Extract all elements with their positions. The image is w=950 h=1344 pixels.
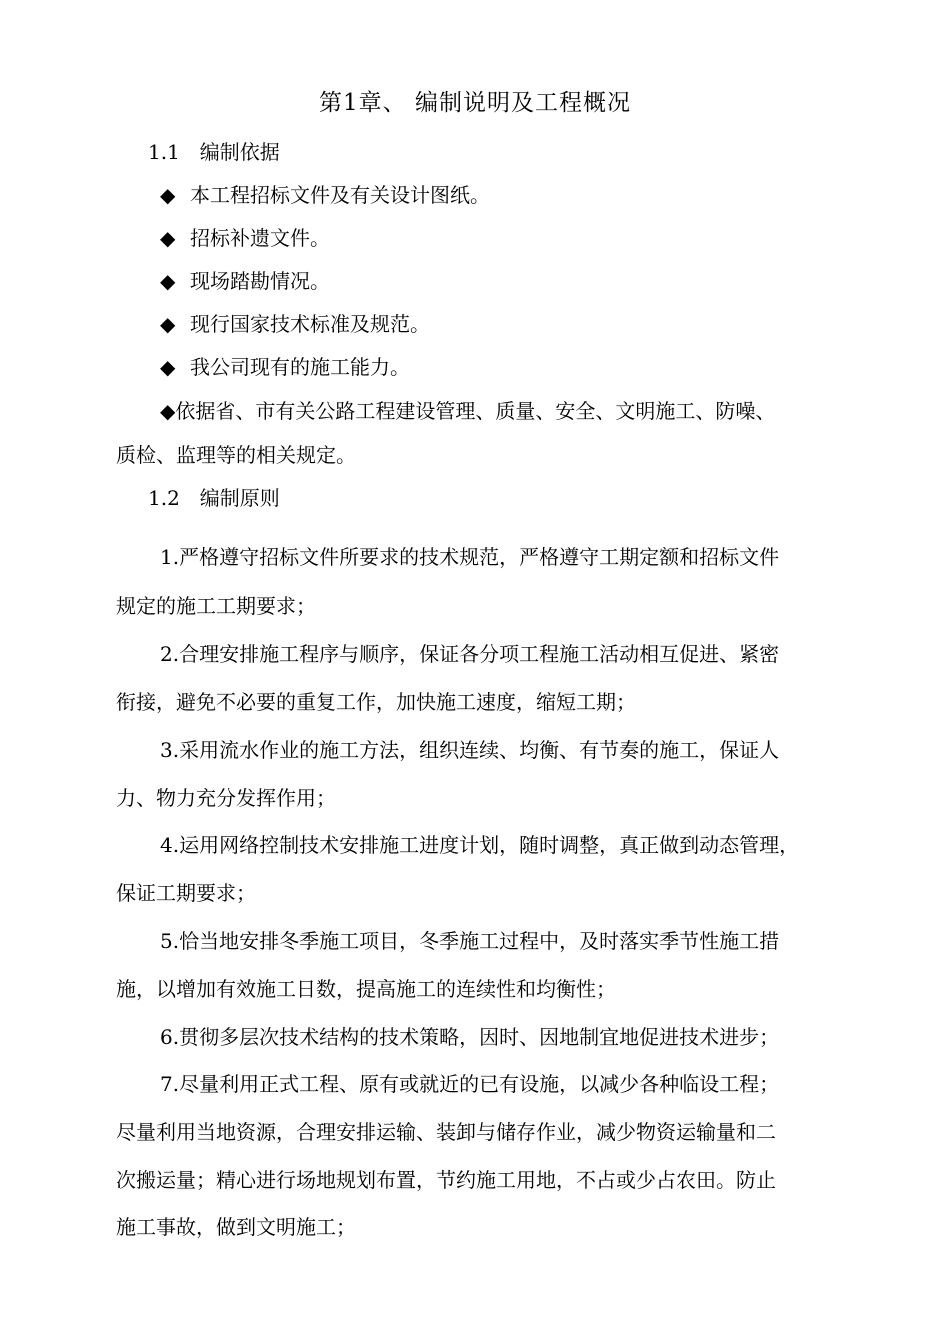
bullet-item bbox=[160, 352, 410, 382]
bullet-item bbox=[160, 223, 330, 253]
principle-line: 4.运用网络控制技术安排施工进度计划，随时调整，真正做到动态管理， bbox=[160, 833, 800, 857]
diamond-bullet-icon: ◆ bbox=[160, 269, 176, 293]
bullet-text: 现场踏勘情况。 bbox=[190, 269, 330, 293]
diamond-bullet-icon: ◆ bbox=[160, 183, 176, 207]
diamond-bullet-icon: ◆ bbox=[160, 355, 176, 379]
principle-line: 2.合理安排施工程序与顺序，保证各分项工程施工活动相互促进、紧密 bbox=[160, 642, 780, 666]
chapter-title: 第1章、 编制说明及工程概况 bbox=[319, 90, 631, 116]
principle-line: 力、物力充分发挥作用； bbox=[116, 786, 336, 810]
bullet-text: 本工程招标文件及有关设计图纸。 bbox=[190, 183, 490, 207]
principle-line: 5.恰当地安排冬季施工项目，冬季施工过程中，及时落实季节性施工措 bbox=[160, 929, 780, 953]
principle-line: 6.贯彻多层次技术结构的技术策略，因时、因地制宜地促进技术进步； bbox=[160, 1025, 780, 1049]
bullet-text: 招标补遗文件。 bbox=[190, 226, 330, 250]
bullet-item bbox=[160, 266, 330, 296]
principle-line: 保证工期要求； bbox=[116, 881, 256, 905]
principle-line: 次搬运量；精心进行场地规划布置，节约施工用地，不占或少占农田。防止 bbox=[116, 1168, 776, 1192]
principle-line: 施，以增加有效施工日数，提高施工的连续性和均衡性； bbox=[116, 977, 616, 1001]
diamond-bullet-icon: ◆ bbox=[160, 312, 176, 336]
principle-line: 尽量利用当地资源，合理安排运输、装卸与储存作业，减少物资运输量和二 bbox=[116, 1120, 776, 1144]
principle-line: 3.采用流水作业的施工方法，组织连续、均衡、有节奏的施工，保证人 bbox=[160, 738, 780, 762]
section-heading-1-1: 1.1 编制依据 bbox=[148, 140, 280, 164]
principle-line: 7.尽量利用正式工程、原有或就近的已有设施，以减少各种临设工程； bbox=[160, 1072, 780, 1096]
bullet-text: 现行国家技术标准及规范。 bbox=[190, 312, 430, 336]
principle-line: 规定的施工工期要求； bbox=[116, 594, 316, 618]
principle-line: 1.严格遵守招标文件所要求的技术规范，严格遵守工期定额和招标文件 bbox=[160, 545, 780, 569]
bullet-text: 我公司现有的施工能力。 bbox=[190, 355, 410, 379]
bullet-paragraph-line: ◆依据省、市有关公路工程建设管理、质量、安全、文明施工、防噪、 bbox=[160, 399, 776, 423]
principle-line: 衔接，避免不必要的重复工作，加快施工速度，缩短工期； bbox=[116, 690, 636, 714]
bullet-paragraph-line: 质检、监理等的相关规定。 bbox=[116, 443, 356, 467]
section-heading-1-2: 1.2 编制原则 bbox=[148, 486, 280, 510]
bullet-item bbox=[160, 309, 430, 339]
diamond-bullet-icon: ◆ bbox=[160, 226, 176, 250]
principle-line: 施工事故，做到文明施工； bbox=[116, 1215, 356, 1239]
bullet-item bbox=[160, 180, 490, 210]
